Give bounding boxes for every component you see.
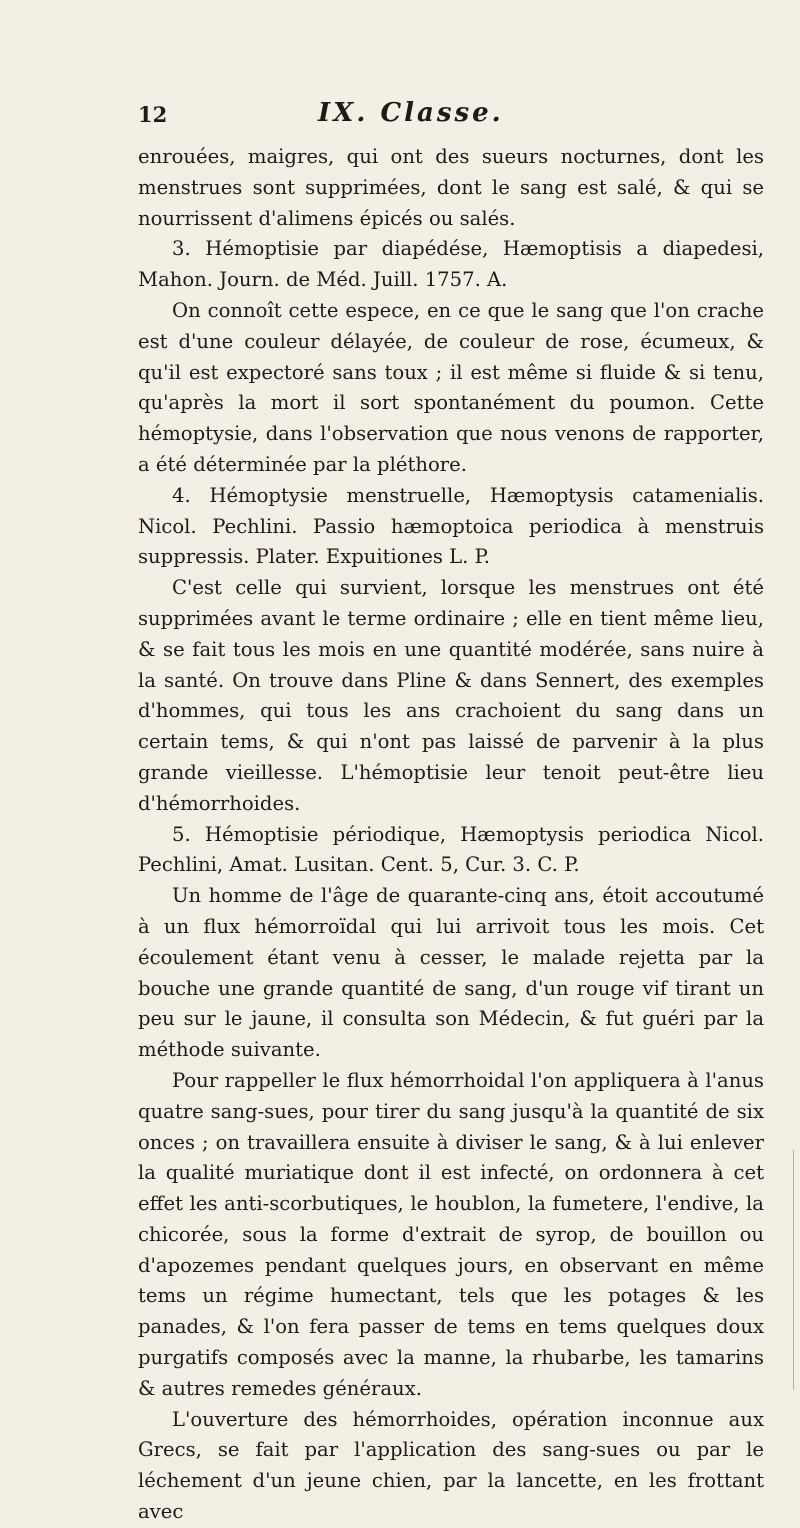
body-text bbox=[138, 142, 764, 1528]
paragraph-continuation: enrouées, maigres, qui ont des sueurs nocturnes, dont les menstrues sont supprimées, dont le sang est salé, & qui se nourrissent d'alimens épicés ou salés. bbox=[138, 145, 764, 230]
running-head: IX. Classe. bbox=[318, 98, 504, 128]
paragraph-species-4-title: 4. Hémoptysie menstruelle, Hæmoptysis catamenialis. Nicol. Pechlini. Passio hæmoptoica periodica à menstruis suppressis. Plater. Expuitiones L. P. bbox=[138, 483, 764, 569]
paragraph-species-4-description: C'est celle qui survient, lorsque les menstrues ont été supprimées avant le terme ordinaire ; elle en tient même lieu, & se fait tous les mois en une quantité modérée, sans nuire à la santé. On trouve dans Pline & dans Sennert, des exemples d'hommes, qui tous les ans crachoient du sang dans un certain tems, & qui n'ont pas laissé de parvenir à la plus grande vieillesse. L'hémoptisie leur tenoit peut-être lieu d'hémorrhoides. bbox=[138, 576, 764, 815]
page-header bbox=[138, 98, 764, 132]
paragraph-case-report: Un homme de l'âge de quarante-cinq ans, étoit accoutumé à un flux hémorroïdal qui lui arrivoit tous les mois. Cet écoulement étant venu à cesser, le malade rejetta par la bouche une grande quantité de sang, d'un rouge vif tirant un peu sur le jaune, il consulta son Médecin, & fut guéri par la méthode suivante. bbox=[138, 884, 764, 1062]
page-edge-rule bbox=[793, 1150, 794, 1390]
paragraph-species-3-description: On connoît cette espece, en ce que le sang que l'on crache est d'une couleur délayée, de couleur de rose, écumeux, & qu'il est expectoré sans toux ; il est même si fluide & si tenu, qu'après la mort il sort spontanément du poumon. Cette hémoptysie, dans l'observation que nous venons de rapporter, a été déterminée par la pléthore. bbox=[138, 298, 764, 476]
paragraph-species-5-title: 5. Hémoptisie périodique, Hæmoptysis periodica Nicol. Pechlini, Amat. Lusitan. Cent. 5, Cur. 3. C. P. bbox=[138, 822, 764, 877]
paragraph-hemorrhoid-opening: L'ouverture des hémorrhoides, opération inconnue aux Grecs, se fait par l'application des sang-sues ou par le léchement d'un jeune chien, par la lancette, en les frottant avec bbox=[138, 1407, 764, 1524]
page-number: 12 bbox=[138, 102, 168, 127]
paragraph-species-3-title: 3. Hémoptisie par diapédése, Hæmoptisis a diapedesi, Mahon. Journ. de Méd. Juill. 1757. A. bbox=[138, 237, 764, 292]
paragraph-treatment: Pour rappeller le flux hémorrhoidal l'on appliquera à l'anus quatre sang-sues, pour tirer du sang jusqu'à la quantité de six onces ; on travaillera ensuite à diviser le sang, & à lui enlever la qualité muriatique dont il est infecté, on ordonnera à cet effet les anti-scorbutiques, le houblon, la fumetere, l'endive, la chicorée, sous la forme d'extrait de syrop, de bouillon ou d'apozemes pendant quelques jours, en observant en même tems un régime humectant, tels que les potages & les panades, & l'on fera passer de tems en tems quelques doux purgatifs composés avec la manne, la rhubarbe, les tamarins & autres remedes généraux. bbox=[138, 1068, 764, 1400]
